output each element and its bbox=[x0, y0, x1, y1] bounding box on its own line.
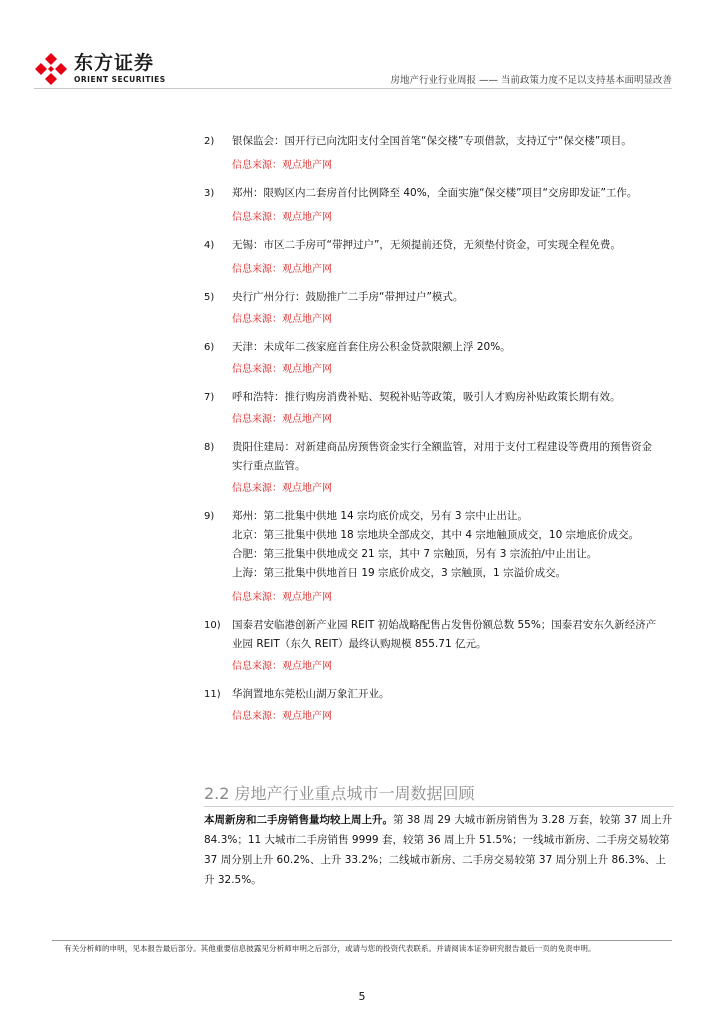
item-source: 信息来源：观点地产网 bbox=[232, 711, 332, 722]
list-item bbox=[204, 288, 674, 329]
page-number: 5 bbox=[358, 990, 366, 1003]
section-divider bbox=[204, 806, 674, 807]
logo-cn-text: 东方证券 bbox=[74, 52, 155, 74]
report-title: 房地产行业行业周报 —— 当前政策力度不足以支持基本面明显改善 bbox=[390, 75, 672, 86]
item-number: 2) bbox=[204, 136, 215, 147]
paragraph-lead: 本周新房和二手房销售量均较上周上升。 bbox=[204, 814, 393, 826]
news-list bbox=[204, 132, 674, 735]
item-source: 信息来源：观点地产网 bbox=[232, 483, 332, 494]
item-text: 北京：第三批集中供地 18 宗地块全部成交，其中 4 宗地触顶成交，10 宗地底价成交。 bbox=[232, 529, 640, 541]
item-text: 国泰君安临港创新产业园 REIT 初始战略配售占发售份额总数 55%；国泰君安东久新经济产 bbox=[232, 619, 657, 631]
list-item bbox=[204, 685, 674, 726]
item-source: 信息来源：观点地产网 bbox=[232, 661, 332, 672]
item-text: 华润置地东莞松山湖万象汇开业。 bbox=[232, 688, 390, 700]
item-source: 信息来源：观点地产网 bbox=[232, 364, 332, 375]
item-text: 银保监会：国开行已向沈阳支付全国首笔“保交楼”专项借款，支持辽宁“保交楼”项目。 bbox=[232, 135, 632, 147]
list-item bbox=[204, 438, 674, 498]
item-number: 11) bbox=[204, 689, 221, 700]
footer-disclaimer: 有关分析师的申明，见本报告最后部分。其他重要信息披露见分析师申明之后部分，或请与您的投资代表联系。并请阅读本证券研究报告最后一页的免责申明。 bbox=[64, 944, 596, 953]
item-text: 央行广州分行：鼓励推广二手房“带押过户”模式。 bbox=[232, 291, 464, 303]
item-source: 信息来源：观点地产网 bbox=[232, 414, 332, 425]
item-text: 贵阳住建局：对新建商品房预售资金实行全额监管，对用于支付工程建设等费用的预售资金 bbox=[232, 441, 652, 453]
item-text: 郑州：限购区内二套房首付比例降至 40%，全面实施“保交楼”项目“交房即发证”工作。 bbox=[232, 187, 638, 199]
item-text: 无锡：市区二手房可“带押过户”，无须提前还贷，无须垫付资金，可实现全程免费。 bbox=[232, 239, 621, 251]
paragraph-text: 第 38 周 29 大城市新房销售为 3.28 万套，较第 37 周上升 84.3%；11 大城市二手房销售 9999 套，较第 36 周上升 51.5%；一线城市新房、二手房交易较第 37 周分别上升 60.2%、上升 33.2%；二线城市新房、二手房交易较第 37 周分别上升 86.3%、上升 32.5%。 bbox=[204, 814, 673, 886]
item-number: 3) bbox=[204, 188, 215, 199]
item-number: 4) bbox=[204, 240, 215, 251]
item-source: 信息来源：观点地产网 bbox=[232, 160, 332, 171]
item-text: 业园 REIT（东久 REIT）最终认购规模 855.71 亿元。 bbox=[232, 638, 487, 650]
section-heading: 2.2 房地产行业重点城市一周数据回顾 bbox=[204, 784, 475, 803]
orient-logo-icon bbox=[34, 52, 68, 86]
item-number: 7) bbox=[204, 392, 215, 403]
item-source: 信息来源：观点地产网 bbox=[232, 592, 332, 603]
item-number: 9) bbox=[204, 511, 215, 522]
list-item bbox=[204, 388, 674, 429]
list-item bbox=[204, 507, 674, 607]
logo-en-text: ORIENT SECURITIES bbox=[74, 75, 166, 84]
item-number: 10) bbox=[204, 620, 221, 631]
list-item bbox=[204, 132, 674, 175]
list-item bbox=[204, 184, 674, 227]
section-paragraph bbox=[204, 810, 674, 890]
header-divider bbox=[34, 88, 672, 89]
item-number: 8) bbox=[204, 442, 215, 453]
item-number: 6) bbox=[204, 342, 215, 353]
item-text: 实行重点监管。 bbox=[232, 460, 306, 472]
item-source: 信息来源：观点地产网 bbox=[232, 212, 332, 223]
list-item bbox=[204, 616, 674, 676]
item-text: 上海：第三批集中供地首日 19 宗底价成交，3 宗触顶，1 宗溢价成交。 bbox=[232, 567, 567, 579]
item-text: 呼和浩特：推行购房消费补贴、契税补贴等政策，吸引人才购房补贴政策长期有效。 bbox=[232, 391, 621, 403]
company-logo bbox=[34, 52, 166, 86]
list-item bbox=[204, 236, 674, 279]
item-source: 信息来源：观点地产网 bbox=[232, 314, 332, 325]
item-text: 合肥：第三批集中供地成交 21 宗，其中 7 宗触顶，另有 3 宗流拍/中止出让。 bbox=[232, 548, 598, 560]
item-number: 5) bbox=[204, 292, 215, 303]
item-text: 郑州：第二批集中供地 14 宗均底价成交，另有 3 宗中止出让。 bbox=[232, 510, 528, 522]
item-source: 信息来源：观点地产网 bbox=[232, 264, 332, 275]
list-item bbox=[204, 338, 674, 379]
footer-divider bbox=[52, 940, 672, 941]
item-text: 天津：未成年二孩家庭首套住房公积金贷款限额上浮 20%。 bbox=[232, 341, 511, 353]
